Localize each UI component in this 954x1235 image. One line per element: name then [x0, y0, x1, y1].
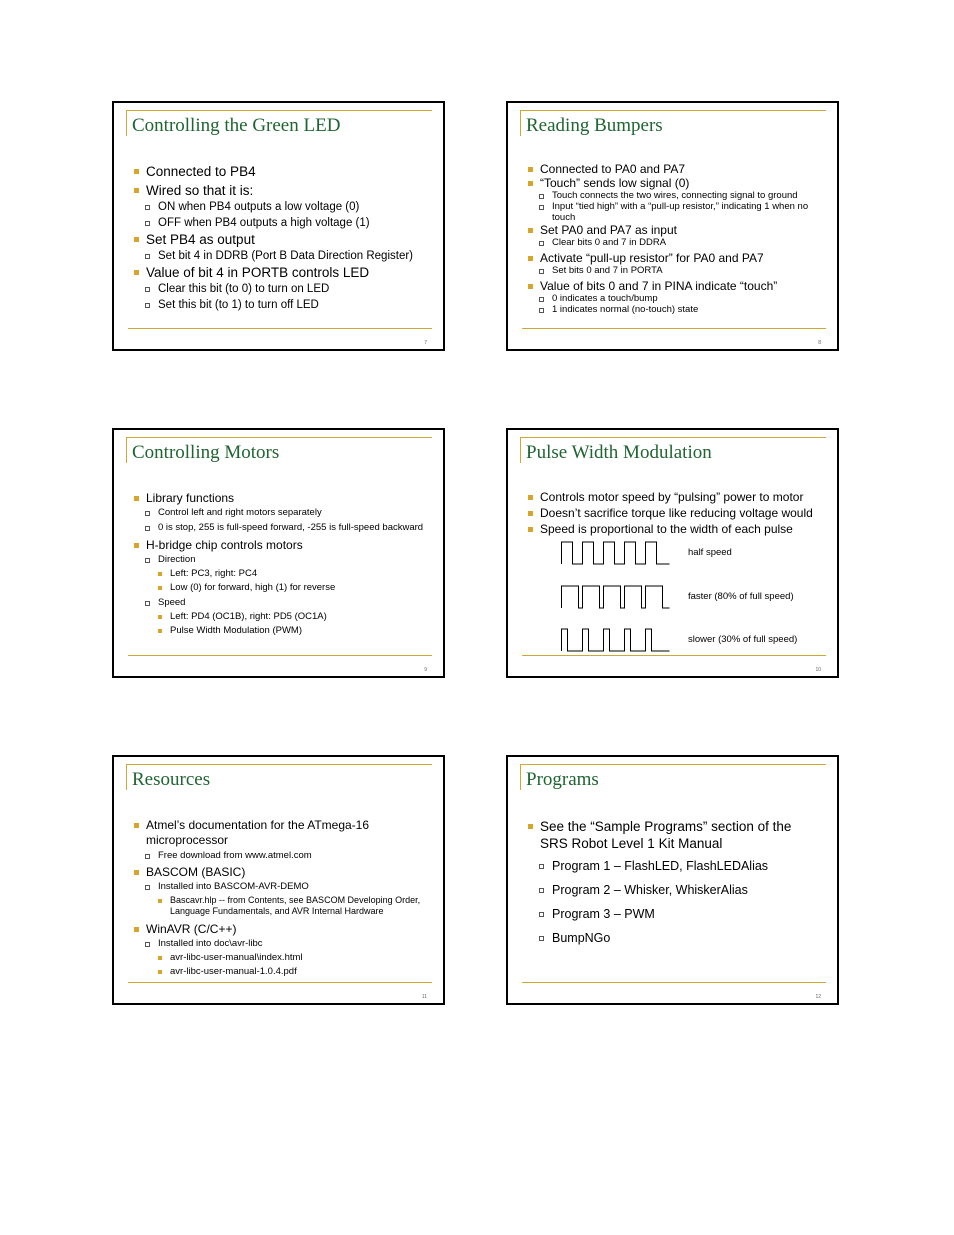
page-number: 12 — [815, 994, 821, 1000]
slide-title: Resources — [132, 769, 211, 790]
sub-bullet: Clear this bit (to 0) to turn on LED — [132, 281, 433, 297]
frame-line — [126, 110, 432, 111]
sub-bullet: Installed into doc\avr-libc — [132, 938, 429, 949]
slide-body — [526, 489, 827, 537]
page-number: 9 — [424, 667, 427, 673]
bullet: Atmel’s documentation for the ATmega-16 microprocessor — [132, 818, 429, 848]
sub-bullet: 0 indicates a touch/bump — [526, 293, 827, 304]
slide-title: Programs — [526, 769, 599, 790]
bullet: Activate “pull-up resistor” for PA0 and PA7 — [526, 251, 827, 265]
sub-bullet: Speed — [132, 597, 433, 608]
sub-sub-bullet: avr-libc-user-manual-1.0.4.pdf — [132, 966, 429, 978]
sub-bullet: Set this bit (to 1) to turn off LED — [132, 297, 433, 313]
bullet: WinAVR (C/C++) — [132, 922, 429, 936]
slide-title: Pulse Width Modulation — [526, 442, 712, 463]
slide-title: Controlling the Green LED — [132, 115, 341, 136]
sub-sub-bullet: Left: PC3, right: PC4 — [132, 568, 433, 580]
sub-bullet: BumpNGo — [526, 930, 807, 946]
pwm-label-slower: slower (30% of full speed) — [688, 634, 798, 645]
pwm-waveform-slower — [560, 627, 670, 653]
frame-line — [520, 764, 826, 765]
sub-bullet: Free download from www.atmel.com — [132, 850, 429, 861]
frame-line — [128, 982, 432, 983]
sub-bullet: Control left and right motors separately — [132, 507, 433, 518]
frame-line — [522, 328, 826, 329]
bullet: Doesn’t sacrifice torque like reducing voltage would — [526, 505, 827, 521]
pwm-waveform-half — [560, 540, 670, 566]
slide-body — [132, 163, 433, 313]
sub-bullet: Program 1 – FlashLED, FlashLEDAlias — [526, 858, 807, 874]
bullet: Connected to PA0 and PA7 — [526, 162, 827, 176]
slide-reading-bumpers — [506, 101, 839, 351]
slide-body — [132, 818, 429, 978]
slide-resources — [112, 755, 445, 1005]
sub-bullet: 0 is stop, 255 is full-speed forward, -255 is full-speed backward — [132, 522, 433, 533]
slide-title: Controlling Motors — [132, 442, 280, 463]
frame-line — [520, 437, 521, 463]
bullet: Library functions — [132, 491, 433, 505]
bullet: “Touch” sends low signal (0) — [526, 176, 827, 190]
sub-sub-bullet: avr-libc-user-manual\index.html — [132, 952, 429, 964]
frame-line — [520, 110, 521, 136]
bullet: See the “Sample Programs” section of the SRS Robot Level 1 Kit Manual — [526, 818, 807, 852]
slide-body — [132, 491, 433, 637]
bullet: Set PA0 and PA7 as input — [526, 223, 827, 237]
sub-bullet: OFF when PB4 outputs a high voltage (1) — [132, 215, 433, 231]
pwm-waveform-faster — [560, 584, 670, 610]
sub-bullet: Installed into BASCOM-AVR-DEMO — [132, 881, 429, 892]
pwm-label-half: half speed — [688, 547, 732, 558]
bullet: H-bridge chip controls motors — [132, 538, 433, 552]
sub-sub-bullet: Left: PD4 (OC1B), right: PD5 (OC1A) — [132, 611, 433, 623]
slide-controlling-motors — [112, 428, 445, 678]
bullet: Speed is proportional to the width of each pulse — [526, 521, 827, 537]
sub-bullet: Clear bits 0 and 7 in DDRA — [526, 237, 827, 248]
bullet: BASCOM (BASIC) — [132, 865, 429, 879]
frame-line — [126, 437, 432, 438]
page-number: 10 — [815, 667, 821, 673]
page-number: 8 — [818, 340, 821, 346]
bullet: Connected to PB4 — [132, 163, 433, 180]
slide-pulse-width-modulation — [506, 428, 839, 678]
frame-line — [522, 982, 826, 983]
frame-line — [522, 655, 826, 656]
sub-bullet: Input “tied high” with a “pull-up resistor,” indicating 1 when no touch — [526, 201, 827, 223]
slide-programs — [506, 755, 839, 1005]
sub-bullet: Set bit 4 in DDRB (Port B Data Direction Register) — [132, 248, 433, 264]
sub-bullet: Touch connects the two wires, connecting signal to ground — [526, 190, 827, 201]
frame-line — [126, 110, 127, 136]
sub-sub-bullet: Low (0) for forward, high (1) for reverse — [132, 582, 433, 594]
page-number: 11 — [421, 994, 427, 1000]
bullet: Wired so that it is: — [132, 182, 433, 199]
slide-title: Reading Bumpers — [526, 115, 663, 136]
bullet: Value of bits 0 and 7 in PINA indicate “touch” — [526, 279, 827, 293]
sub-bullet: Program 2 – Whisker, WhiskerAlias — [526, 882, 807, 898]
frame-line — [128, 328, 432, 329]
bullet: Value of bit 4 in PORTB controls LED — [132, 264, 433, 281]
sub-bullet: Direction — [132, 554, 433, 565]
page-number: 7 — [424, 340, 427, 346]
sub-bullet: Set bits 0 and 7 in PORTA — [526, 265, 827, 276]
pwm-label-faster: faster (80% of full speed) — [688, 591, 794, 602]
sub-bullet: Program 3 – PWM — [526, 906, 807, 922]
sub-sub-bullet: Pulse Width Modulation (PWM) — [132, 625, 433, 637]
slide-body — [526, 818, 807, 946]
slide-controlling-green-led — [112, 101, 445, 351]
bullet: Controls motor speed by “pulsing” power to motor — [526, 489, 827, 505]
sub-bullet: ON when PB4 outputs a low voltage (0) — [132, 199, 433, 215]
frame-line — [520, 437, 826, 438]
sub-bullet: 1 indicates normal (no-touch) state — [526, 304, 827, 315]
frame-line — [126, 437, 127, 463]
frame-line — [520, 110, 826, 111]
frame-line — [520, 764, 521, 790]
sub-sub-bullet: Bascavr.hlp -- from Contents, see BASCOM Developing Order, Language Fundamentals, and AVR Internal Hardware — [132, 895, 429, 917]
frame-line — [126, 764, 127, 790]
slide-body — [526, 162, 827, 315]
frame-line — [128, 655, 432, 656]
frame-line — [126, 764, 432, 765]
bullet: Set PB4 as output — [132, 231, 433, 248]
